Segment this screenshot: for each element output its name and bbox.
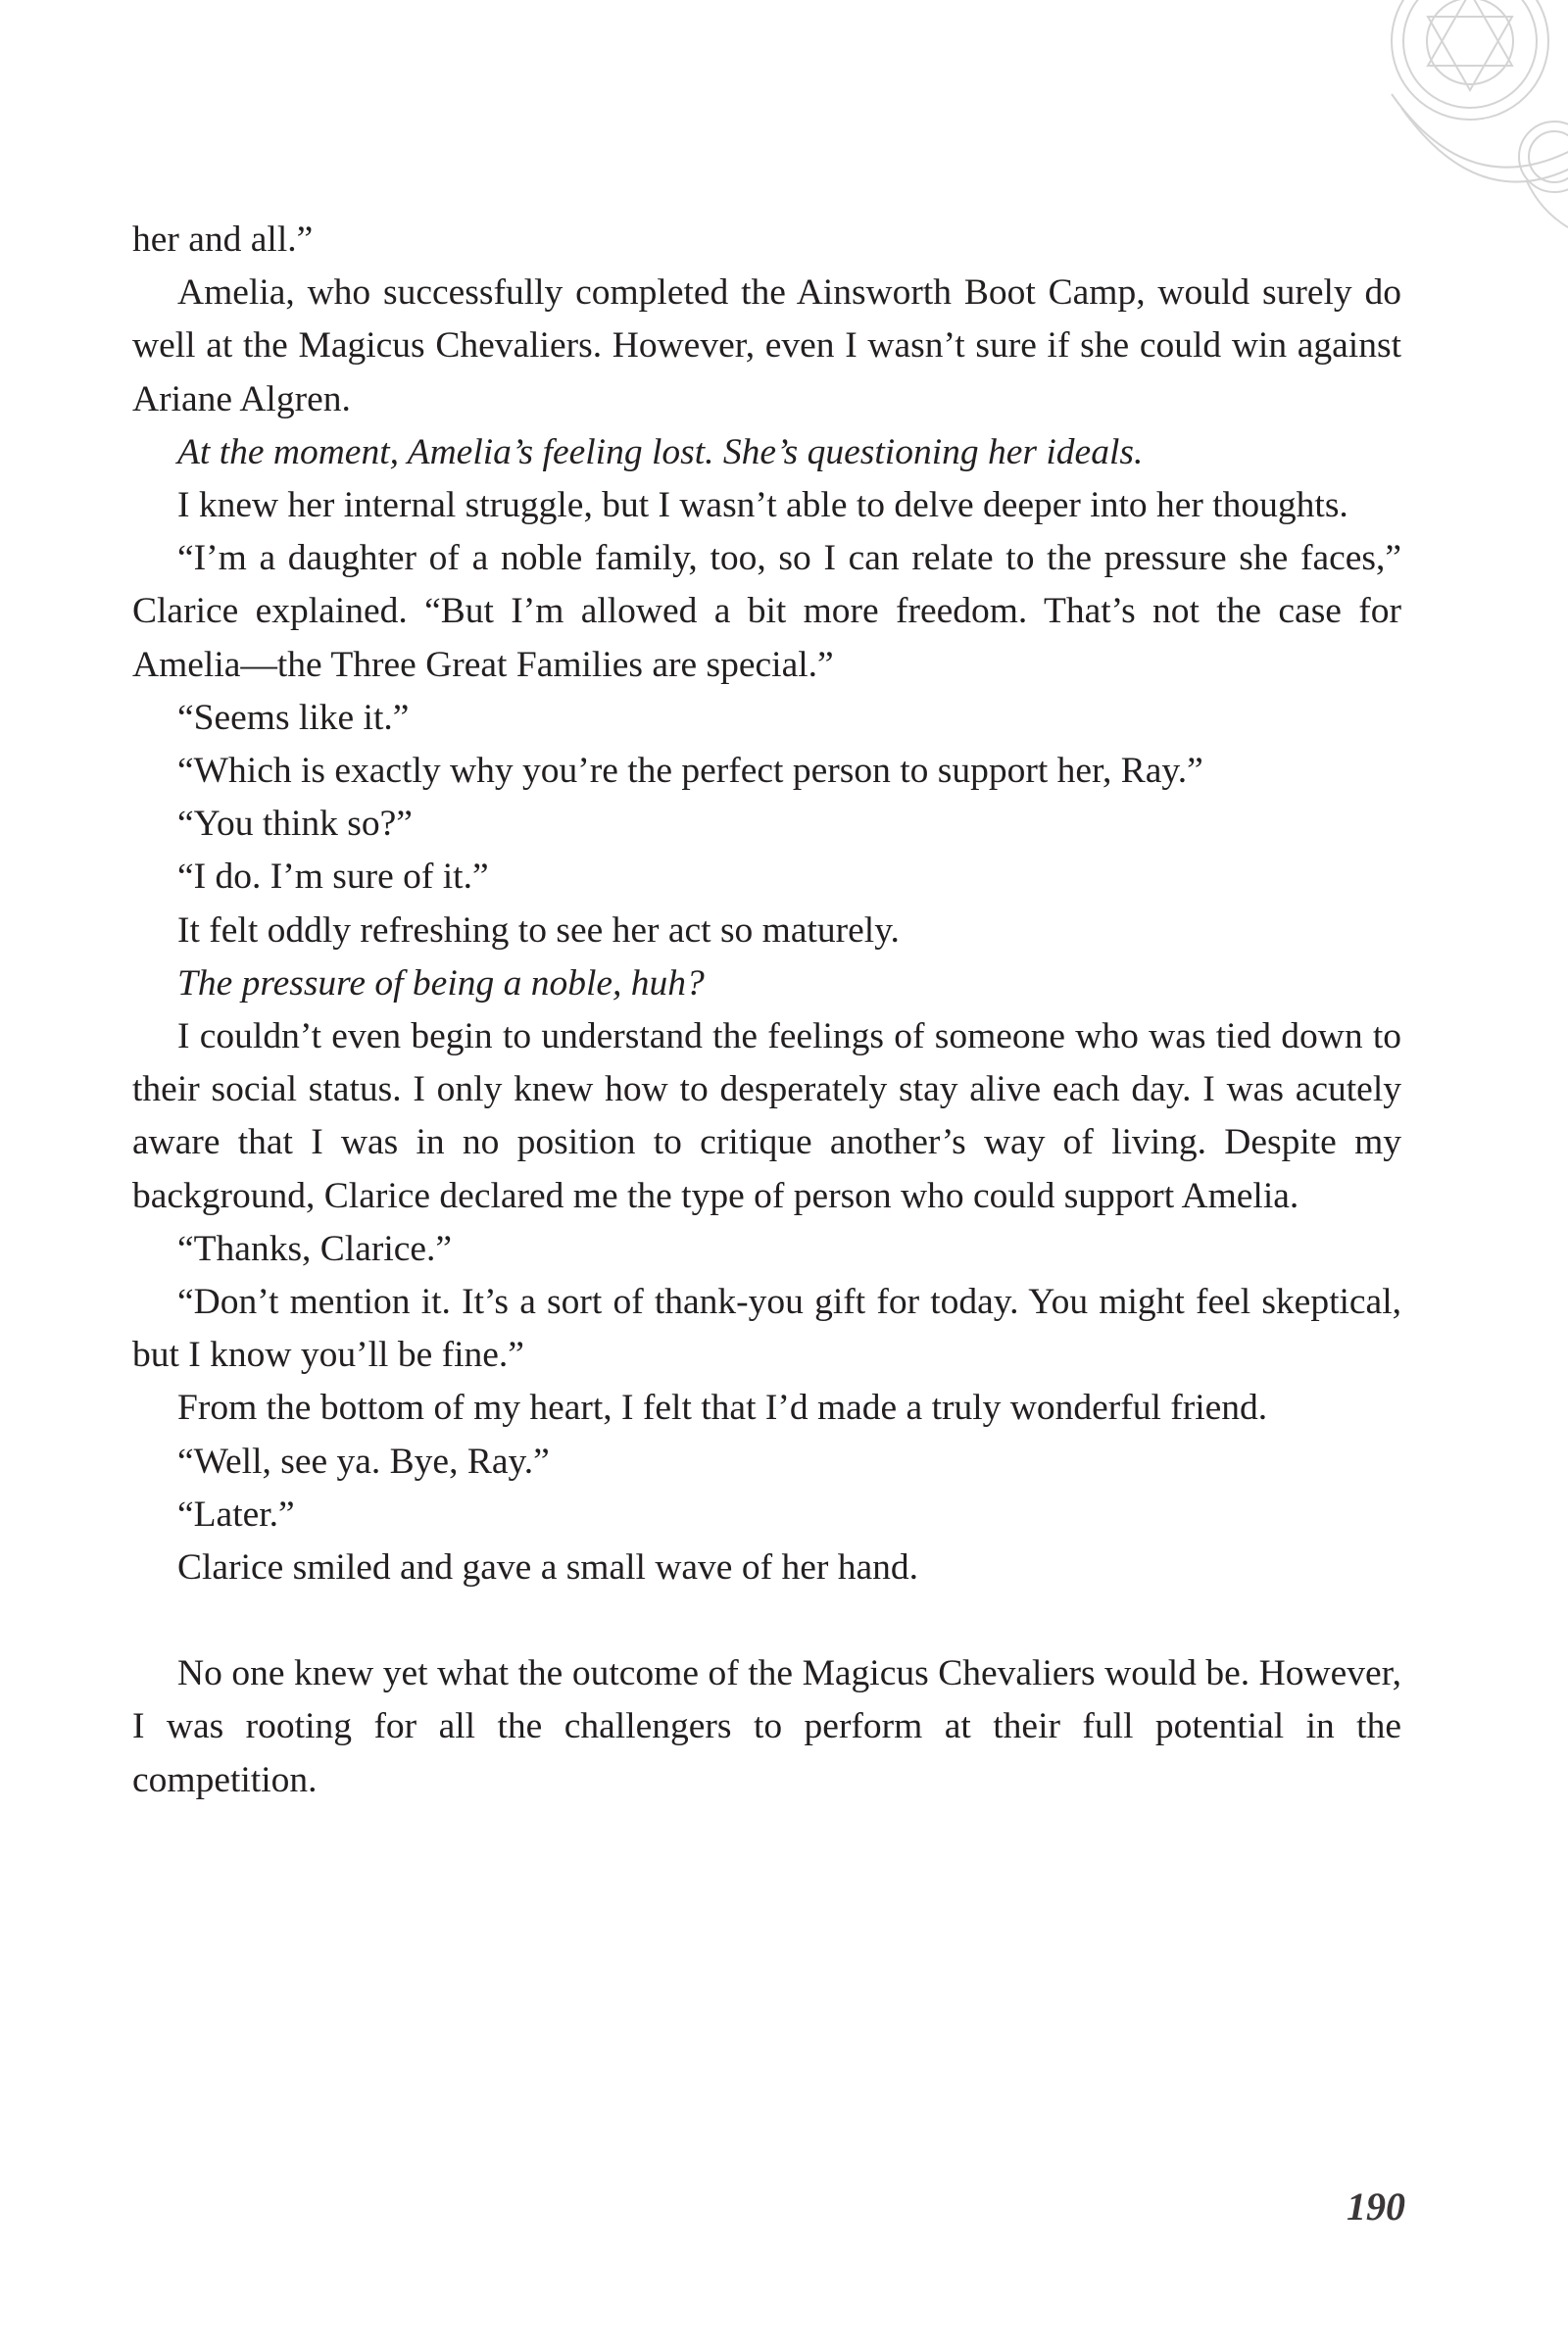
paragraph: Clarice smiled and gave a small wave of her hand. [177,1547,918,1589]
paragraph: “You think so?” [177,804,413,845]
paragraph: “Seems like it.” [177,697,410,738]
paragraph-thought: The pressure of being a noble, huh? [177,962,705,1004]
paragraph: “Later.” [177,1494,295,1535]
paragraph: “I do. I’m sure of it.” [177,857,489,898]
scene-break [132,1594,1401,1647]
paragraph: No one knew yet what the outcome of the Magicus Chevaliers would be. However, I was rooting for all the challengers to perform at their full potential in the competition. [132,1653,1401,1800]
paragraph: I couldn’t even begin to understand the feelings of someone who was tied down to their social status. I only knew how to desperately stay alive each day. I was acutely aware that I was in no position to critique another’s way of living. Despite my background, Clarice declared me the type of person who could support Amelia. [132,1016,1401,1216]
paragraph: her and all.” [132,220,314,260]
paragraph: “Well, see ya. Bye, Ray.” [177,1441,550,1482]
hexagram-circle-icon [1254,0,1568,245]
paragraph: I knew her internal struggle, but I wasn’t able to delve deeper into her thoughts. [177,485,1348,526]
paragraph: “Thanks, Clarice.” [177,1228,453,1269]
paragraph: “Don’t mention it. It’s a sort of thank-you gift for today. You might feel skeptical, but I know you’ll be fine.” [132,1282,1401,1376]
paragraph: From the bottom of my heart, I felt that I’d made a truly wonderful friend. [177,1388,1268,1429]
body-text [132,214,1401,1807]
paragraph: “Which is exactly why you’re the perfect person to support her, Ray.” [177,751,1203,792]
paragraph: It felt oddly refreshing to see her act so maturely. [177,909,900,951]
paragraph-thought: At the moment, Amelia’s feeling lost. She’s questioning her ideals. [177,431,1144,472]
paragraph: Amelia, who successfully completed the Ainsworth Boot Camp, would surely do well at the Magicus Chevaliers. However, even I wasn’t sure if she could win against Ariane Algren. [132,272,1401,419]
paragraph: “I’m a daughter of a noble family, too, so I can relate to the pressure she faces,” Clarice explained. “But I’m allowed a bit more freedom. That’s not the case for Amelia—the Three Great Families are special.” [132,538,1401,685]
page-number: 190 [1347,2184,1405,2229]
